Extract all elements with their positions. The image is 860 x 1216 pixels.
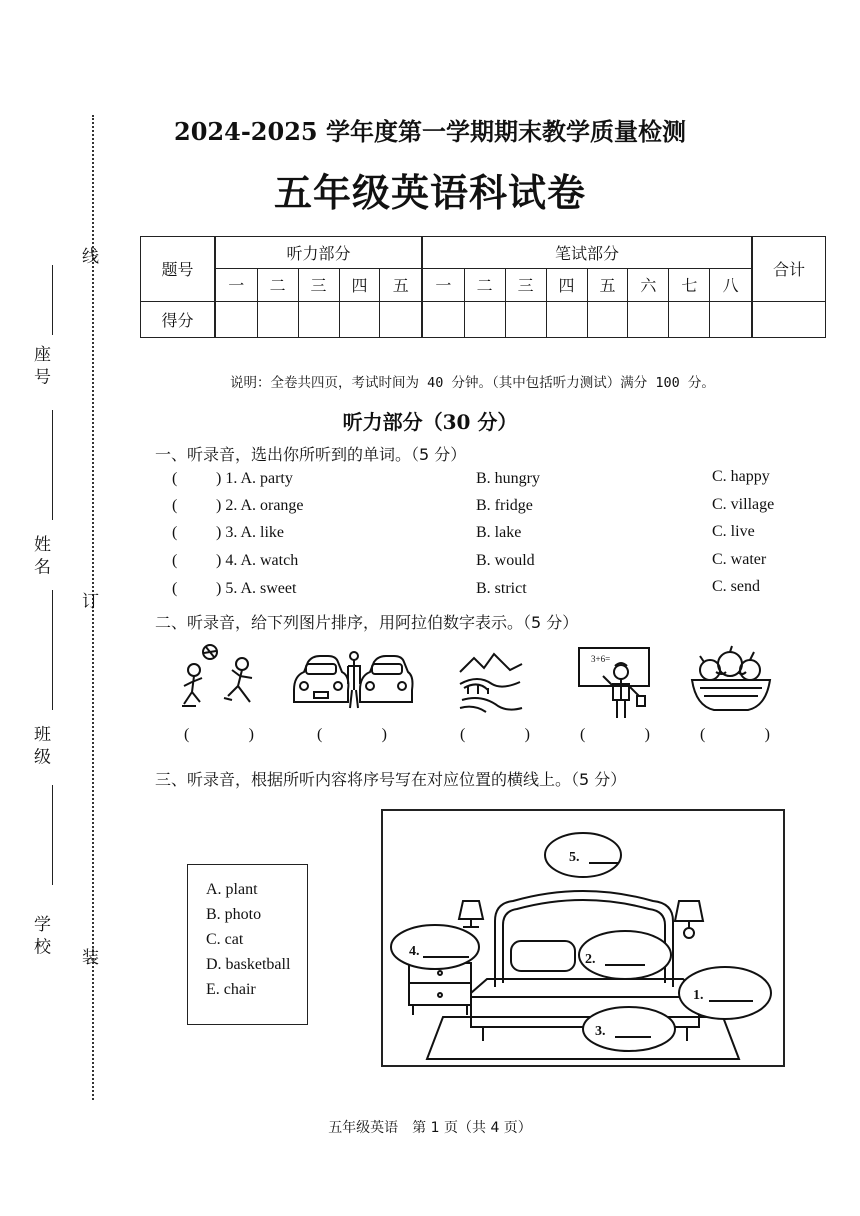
word-option-c: C. cat: [206, 931, 244, 948]
bubble-5-label: 5.: [569, 850, 580, 865]
score-cell[interactable]: [422, 301, 464, 337]
q1-answer-paren[interactable]: (: [172, 552, 178, 569]
bedroom-scene: [381, 809, 785, 1067]
exam-subject-title: 五年级英语科试卷: [273, 170, 586, 215]
q1-heading: 一、听录音，选出你所听到的单词。（5 分）: [155, 445, 467, 464]
board-text: 3+6=: [591, 654, 611, 664]
writing-col-4: 四: [546, 269, 587, 301]
q1-item-4-b: B. would: [476, 552, 535, 569]
writing-col-3: 三: [505, 269, 546, 301]
bubble-1-label: 1.: [693, 988, 704, 1003]
section-title: 听力部分（30 分）: [342, 410, 518, 434]
listening-col-5: 五: [380, 269, 422, 301]
page-footer: 五年级英语 第 1 页（共 4 页）: [328, 1120, 532, 1136]
q2-heading: 二、听录音，给下列图片排序，用阿拉伯数字表示。（5 分）: [155, 613, 579, 632]
label-class: 班 级: [30, 725, 50, 765]
score-cell[interactable]: [380, 301, 422, 337]
word-options-box: [187, 864, 308, 1025]
q1-answer-paren[interactable]: (: [172, 580, 178, 597]
bubble-3-label: 3.: [595, 1024, 606, 1039]
cut-mark-xian: 线: [78, 247, 98, 264]
writing-col-6: 六: [628, 269, 669, 301]
q1-item-5-c: C. send: [712, 578, 760, 595]
writing-col-7: 七: [669, 269, 710, 301]
q1-item-3-b: B. lake: [476, 524, 522, 541]
exam-term-title: 2024-2025 学年度第一学期期末教学质量检测: [174, 117, 686, 146]
school-blank: [52, 785, 53, 885]
q1-item-1-a: ) 1. A. party: [216, 470, 293, 487]
cut-mark-zhuang: 装: [78, 948, 98, 965]
listening-col-2: 二: [257, 269, 298, 301]
score-cell[interactable]: [215, 301, 257, 337]
writing-col-5: 五: [587, 269, 628, 301]
col-header-cell: 题号: [141, 237, 216, 302]
writing-col-8: 八: [710, 269, 752, 301]
q1-item-3-a: ) 3. A. like: [216, 524, 284, 541]
word-option-e: E. chair: [206, 981, 256, 998]
bubble-4-label: 4.: [409, 944, 420, 959]
label-name: 姓 名: [30, 535, 50, 575]
q2-answer-3[interactable]: ( ): [460, 726, 530, 743]
q1-item-3-c: C. live: [712, 523, 755, 540]
q3-heading: 三、听录音，根据所听内容将序号写在对应位置的横线上。（5 分）: [155, 770, 627, 789]
q2-answer-2[interactable]: ( ): [317, 726, 387, 743]
listening-group-header: 听力部分: [215, 237, 422, 269]
score-cell[interactable]: [669, 301, 710, 337]
q1-item-4-a: ) 4. A. watch: [216, 552, 299, 569]
q2-answer-1[interactable]: ( ): [184, 726, 254, 743]
score-cell[interactable]: [505, 301, 546, 337]
score-table: [140, 236, 826, 338]
q1-answer-paren[interactable]: (: [172, 524, 178, 541]
score-cell[interactable]: [257, 301, 298, 337]
total-header: 合计: [752, 237, 826, 302]
q1-item-1-b: B. hungry: [476, 470, 540, 487]
q2-answer-5[interactable]: ( ): [700, 726, 770, 743]
football-players-picture: [176, 642, 268, 712]
word-option-d: D. basketball: [206, 956, 291, 973]
exam-note: 说明：全卷共四页，考试时间为 40 分钟。（其中包括听力测试）满分 100 分。: [230, 375, 715, 391]
q1-item-5-a: ) 5. A. sweet: [216, 580, 297, 597]
q2-answer-4[interactable]: ( ): [580, 726, 650, 743]
mountain-bridge-picture: [458, 650, 524, 716]
listening-col-1: 一: [215, 269, 257, 301]
q1-item-2-b: B. fridge: [476, 497, 533, 514]
score-row-label: 得分: [141, 301, 216, 337]
cut-mark-ding: 订: [78, 592, 98, 609]
score-cell[interactable]: [628, 301, 669, 337]
q1-item-2-a: ) 2. A. orange: [216, 497, 304, 514]
word-option-b: B. photo: [206, 906, 262, 923]
bedroom-drawing: [383, 811, 783, 1065]
score-cell[interactable]: [339, 301, 380, 337]
teacher-at-board-picture: [575, 642, 657, 722]
score-cell[interactable]: [710, 301, 752, 337]
word-option-a: A. plant: [206, 881, 258, 898]
score-cell[interactable]: [298, 301, 339, 337]
class-blank: [52, 590, 53, 710]
writing-col-1: 一: [422, 269, 464, 301]
fruit-basket-picture: [688, 642, 774, 714]
score-cell[interactable]: [587, 301, 628, 337]
cars-and-policeman-picture: [290, 650, 414, 712]
q1-answer-paren[interactable]: (: [172, 470, 178, 487]
bubble-2-label: 2.: [585, 952, 596, 967]
seat-blank: [52, 265, 53, 335]
score-cell[interactable]: [546, 301, 587, 337]
q1-answer-paren[interactable]: (: [172, 497, 178, 514]
label-seat: 座 号: [30, 345, 50, 385]
q1-item-4-c: C. water: [712, 551, 767, 568]
score-cell[interactable]: [464, 301, 505, 337]
q1-item-1-c: C. happy: [712, 468, 770, 485]
label-school: 学 校: [30, 915, 50, 955]
q1-item-2-c: C. village: [712, 496, 775, 513]
q1-item-5-b: B. strict: [476, 580, 527, 597]
total-score-cell[interactable]: [752, 301, 826, 337]
writing-group-header: 笔试部分: [422, 237, 752, 269]
listening-col-4: 四: [339, 269, 380, 301]
listening-col-3: 三: [298, 269, 339, 301]
writing-col-2: 二: [464, 269, 505, 301]
